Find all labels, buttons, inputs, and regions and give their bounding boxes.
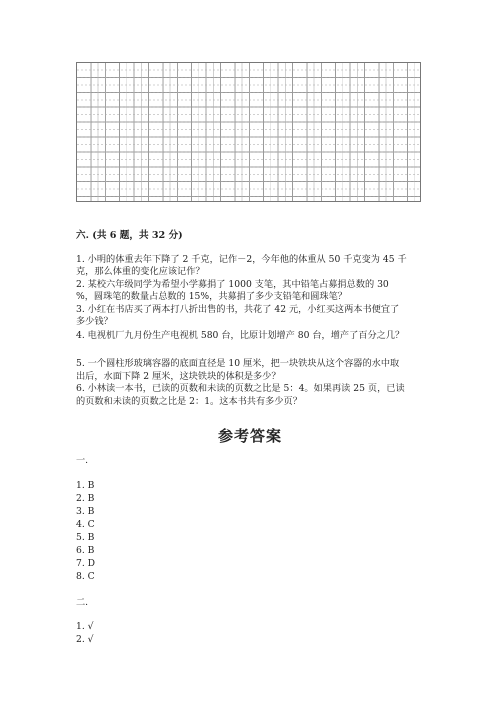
question-2-line-1: 2. 某校六年级同学为希望小学募捐了 1000 支笔，其中铅笔占募捐总数的 30	[76, 279, 389, 290]
answer-item: 8. C	[76, 571, 95, 582]
question-2-line-2: %，圆珠笔的数量占总数的 15%，共募捐了多少支铅笔和圆珠笔？	[76, 291, 347, 302]
answer-item: 3. B	[76, 506, 95, 517]
answers-part-2-heading: 二.	[76, 597, 89, 608]
answer-item: 2. √	[76, 634, 94, 645]
answer-item: 5. B	[76, 532, 95, 543]
question-5-line-1: 5. 一个圆柱形玻璃容器的底面直径是 10 厘米，把一块铁块从这个容器的水中取	[76, 358, 400, 369]
answer-item: 7. D	[76, 558, 96, 569]
answer-item: 1. √	[76, 621, 94, 632]
answer-item: 4. C	[76, 519, 95, 530]
question-5-line-2: 出后，水面下降 2 厘米，这块铁块的体积是多少？	[76, 371, 281, 382]
section-6-heading: 六. (共 6 题，共 32 分)	[76, 230, 183, 241]
writing-grid	[76, 62, 421, 202]
question-6-line-2: 的页数和未读的页数之比是 2：1。这本书共有多少页？	[76, 396, 302, 407]
question-3-line-2: 多少钱？	[76, 316, 113, 327]
answer-item: 6. B	[76, 545, 95, 556]
question-4: 4. 电视机厂九月份生产电视机 580 台，比原计划增产 80 台，增产了百分之几？	[76, 330, 405, 341]
question-1-line-1: 1. 小明的体重去年下降了 2 千克，记作－2，今年他的体重从 50 千克变为 45 千	[76, 254, 407, 265]
question-3-line-1: 3. 小红在书店买了两本打八折出售的书，共花了 42 元，小红买这两本书便宜了	[76, 304, 400, 315]
question-1-line-2: 克，那么体重的变化应该记作？	[76, 266, 205, 277]
question-6-line-1: 6. 小林读一本书，已读的页数和未读的页数之比是 5：4。如果再读 25 页，已读	[76, 383, 405, 394]
answer-item: 2. B	[76, 493, 95, 504]
answer-item: 1. B	[76, 480, 95, 491]
answers-title: 参考答案	[217, 427, 282, 445]
answers-part-1-heading: 一.	[76, 455, 89, 466]
